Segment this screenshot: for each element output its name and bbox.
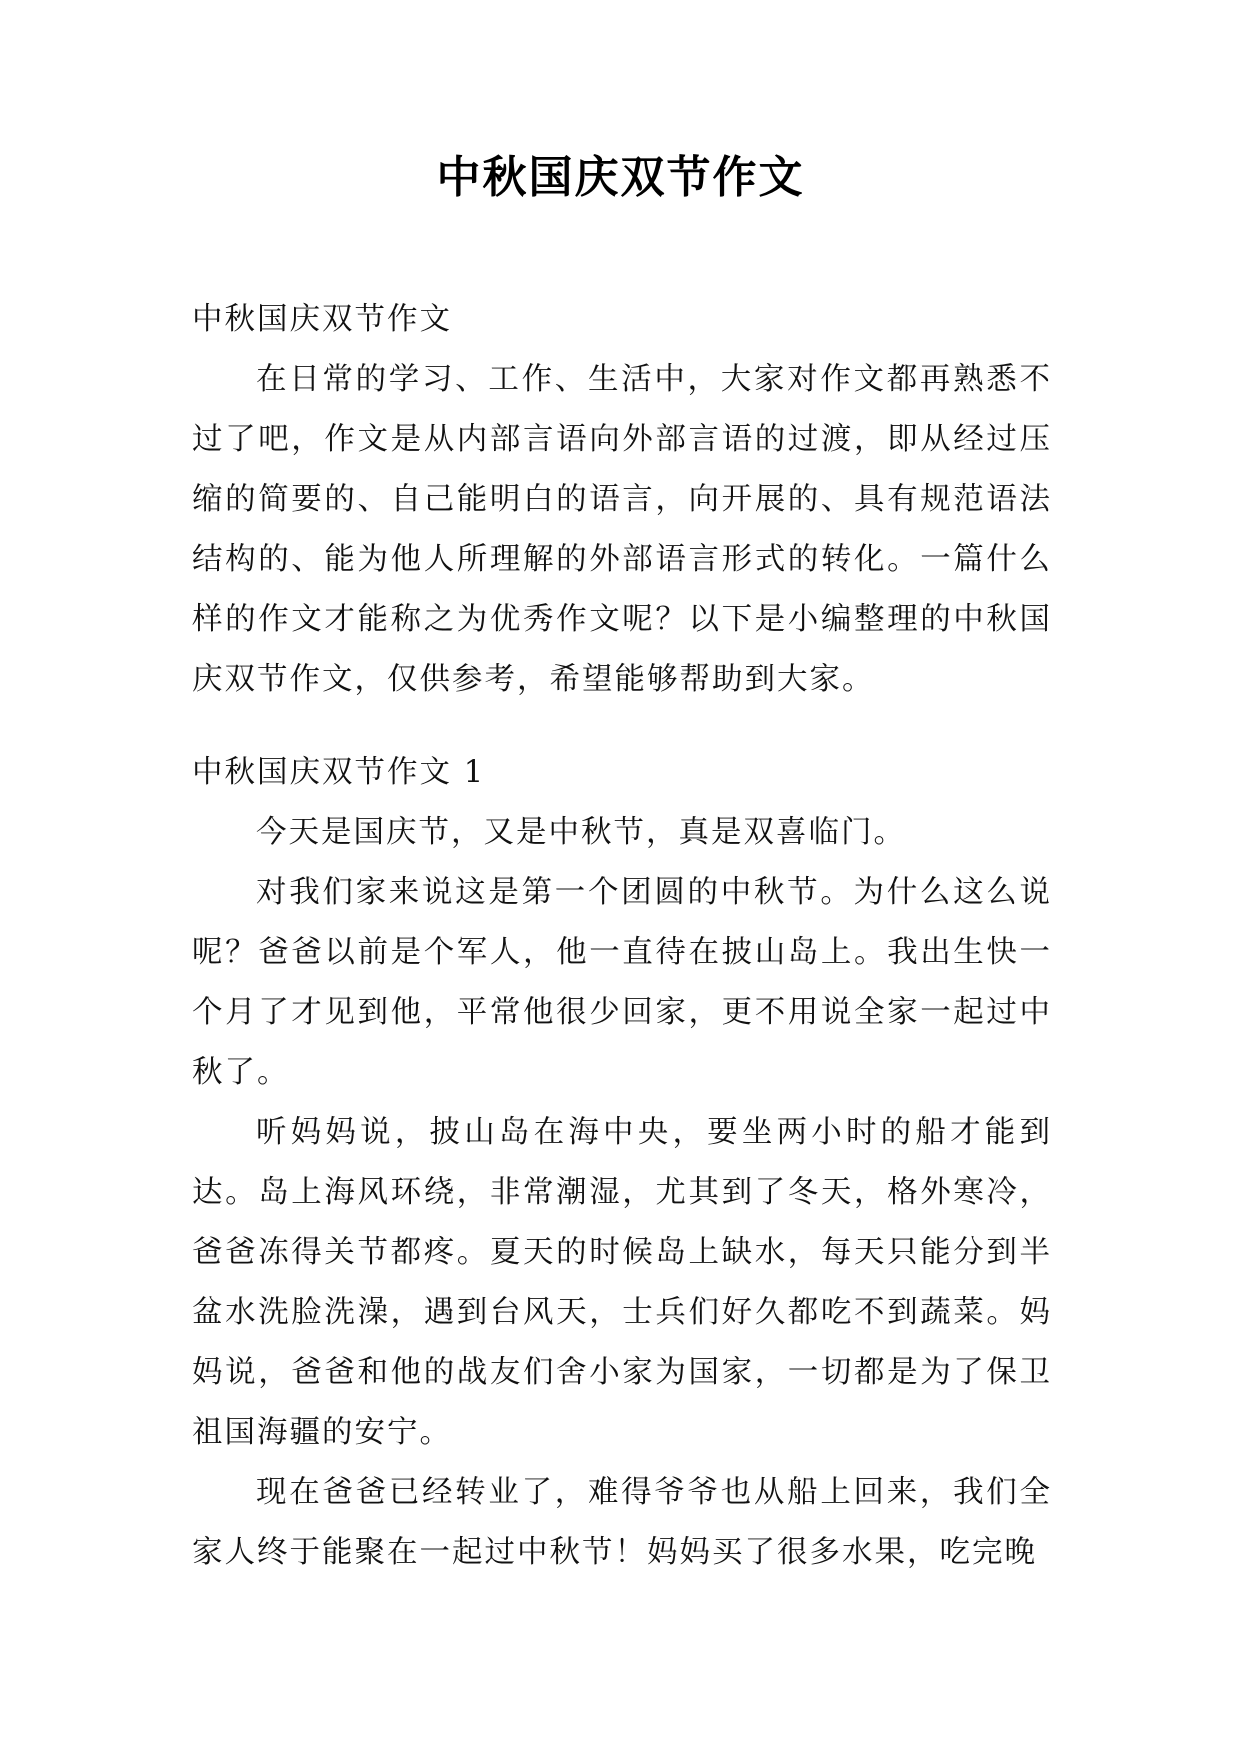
essay-1-paragraph-3: 听妈妈说，披山岛在海中央，要坐两小时的船才能到达。岛上海风环绕，非常潮湿，尤其到了冬天，格外寒冷，爸爸冻得关节都疼。夏天的时候岛上缺水，每天只能分到半盆水洗脸洗澡，遇到台风天，士兵们好久都吃不到蔬菜。妈妈说，爸爸和他的战友们舍小家为国家，一切都是为了保卫祖国海疆的安宁。 bbox=[192, 1115, 1052, 1450]
section-spacer bbox=[192, 710, 1052, 743]
intro-heading: 中秋国庆双节作文 bbox=[192, 302, 452, 337]
document-body bbox=[192, 290, 1052, 1583]
essay-1-paragraph-1: 今天是国庆节，又是中秋节，真是双喜临门。 bbox=[256, 815, 906, 850]
intro-paragraph: 在日常的学习、工作、生活中，大家对作文都再熟悉不过了吧，作文是从内部言语向外部言语的过渡，即从经过压缩的简要的、自己能明白的语言，向开展的、具有规范语法结构的、能为他人所理解的外部语言形式的转化。一篇什么样的作文才能称之为优秀作文呢？以下是小编整理的中秋国庆双节作文，仅供参考，希望能够帮助到大家。 bbox=[192, 362, 1052, 697]
essay-1-paragraph-4: 现在爸爸已经转业了，难得爷爷也从船上回来，我们全家人终于能聚在一起过中秋节！妈妈买了很多水果，吃完晚 bbox=[192, 1475, 1052, 1570]
document-title: 中秋国庆双节作文 bbox=[436, 152, 805, 203]
essay-1-heading: 中秋国庆双节作文 1 bbox=[192, 755, 486, 790]
essay-1-paragraph-2: 对我们家来说这是第一个团圆的中秋节。为什么这么说呢？爸爸以前是个军人，他一直待在披山岛上。我出生快一个月了才见到他，平常他很少回家，更不用说全家一起过中秋了。 bbox=[192, 875, 1052, 1090]
